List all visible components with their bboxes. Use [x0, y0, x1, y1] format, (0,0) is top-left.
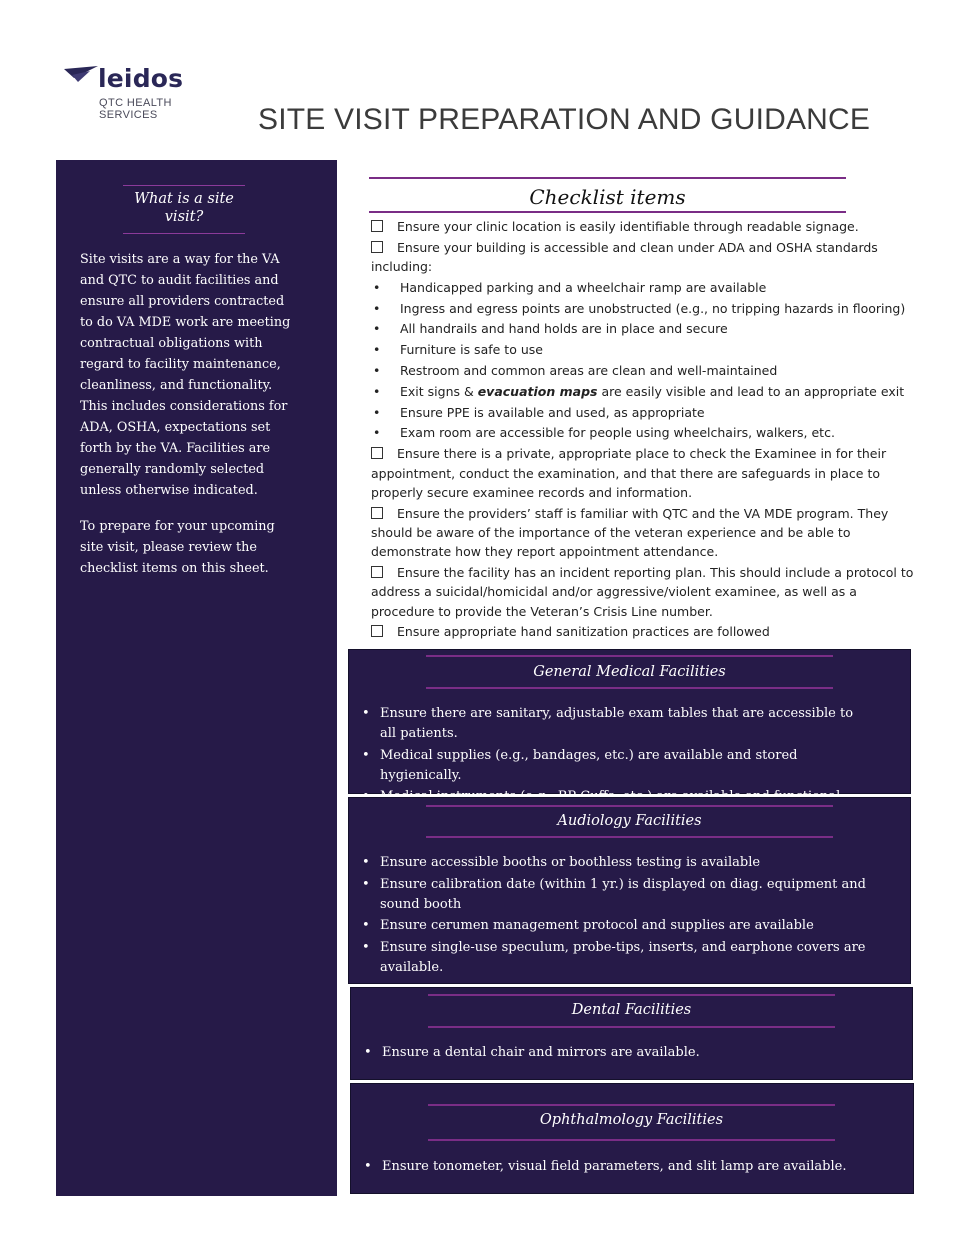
bullet-icon: •	[373, 363, 381, 379]
bullet-icon: •	[373, 321, 381, 337]
ophthalmology-list	[354, 1157, 894, 1179]
logo-subtitle-line2: SERVICES	[99, 109, 158, 121]
checklist-item: Ensure appropriate hand sanitization practices are followed	[371, 622, 916, 641]
bullet-icon: •	[364, 1045, 372, 1060]
checklist-top-rule	[369, 177, 846, 179]
bullet-icon: •	[362, 855, 370, 870]
dental-bottom-rule	[428, 1026, 835, 1028]
paper-plane-logo-icon	[64, 66, 98, 82]
bullet-item: • Restroom and common areas are clean and well-maintained	[371, 361, 916, 380]
list-item: • Ensure accessible booths or boothless testing is available	[352, 853, 902, 873]
leidos-logo	[64, 66, 214, 126]
dental-box	[350, 987, 913, 1080]
ophthalmology-box	[350, 1083, 914, 1194]
checkbox[interactable]	[371, 504, 397, 523]
general-list	[352, 704, 872, 809]
bullet-icon: •	[373, 383, 381, 399]
sidebar-bottom-rule	[123, 233, 245, 234]
list-item: • Ensure cerumen management protocol and supplies are available	[352, 916, 902, 936]
bullet-item: • Ensure PPE is available and used, as appropriate	[371, 403, 916, 422]
ophthalmology-bottom-rule	[428, 1139, 835, 1141]
bullet-item: • Exam room are accessible for people using wheelchairs, walkers, etc.	[371, 423, 916, 442]
bullet-item: • All handrails and hand holds are in place and secure	[371, 319, 916, 338]
bullet-item: • Handicapped parking and a wheelchair ramp are available	[371, 278, 916, 297]
audiology-top-rule	[426, 805, 833, 807]
general-medical-box	[348, 649, 911, 794]
general-top-rule	[426, 655, 833, 657]
bullet-icon: •	[362, 939, 370, 955]
bullet-icon: •	[373, 279, 381, 295]
checkbox[interactable]	[371, 622, 397, 641]
bullet-item: • Ingress and egress points are unobstructed (e.g., no tripping hazards in flooring)	[371, 299, 916, 318]
list-item: • Medical supplies (e.g., bandages, etc.) are available and stored hygienically.	[352, 746, 872, 786]
page-title: SITE VISIT PREPARATION AND GUIDANCE	[258, 103, 871, 136]
bullet-icon: •	[373, 300, 381, 316]
general-title: General Medical Facilities	[533, 664, 726, 680]
list-item: • Ensure tonometer, visual field parameters, and slit lamp are available.	[354, 1157, 894, 1177]
general-bottom-rule	[426, 687, 833, 689]
audiology-list	[352, 853, 902, 979]
sidebar-top-rule	[123, 185, 245, 186]
checkbox[interactable]	[371, 563, 397, 582]
logo-subtitle-line1: QTC HEALTH	[99, 97, 172, 109]
bullet-icon: •	[373, 425, 381, 441]
checklist-item: Ensure the providers’ staff is familiar with QTC and the VA MDE program. They should be aware of the importance of the veteran experience and be able to demonstrate how they report appointment attendance.	[371, 505, 889, 560]
sidebar-question: What is a site visit?	[134, 191, 234, 225]
bullet-icon: •	[362, 747, 370, 763]
bullet-item: • Exit signs & evacuation maps are easily visible and lead to an appropriate exit	[371, 382, 916, 401]
sidebar-paragraph-2: To prepare for your upcoming site visit, please review the checklist items on this sheet.	[80, 519, 275, 576]
bullet-icon: •	[373, 404, 381, 420]
checklist-bottom-rule	[369, 211, 846, 213]
checkbox[interactable]	[371, 444, 397, 463]
audiology-box	[348, 797, 911, 984]
ophthalmology-title: Ophthalmology Facilities	[539, 1112, 724, 1128]
sidebar-paragraph-1: Site visits are a way for the VA and QTC to audit facilities and ensure all providers contracted to do VA MDE work are meeting contractual obligations with regard to facility maintenance, cleanliness, and functionality. This includes considerations for ADA, OSHA, expectations set forth by the VA. Facilities are generally randomly selected unless otherwise indicated.	[80, 252, 291, 498]
checklist-item: Ensure there is a private, appropriate place to check the Examinee in for their appointment, conduct the examination, and that there are safeguards in place to properly secure examinee records and information.	[371, 446, 887, 500]
audiology-title: Audiology Facilities	[557, 813, 702, 829]
checklist	[371, 217, 916, 643]
checklist-title: Checklist items	[529, 185, 686, 209]
checkbox[interactable]	[371, 238, 397, 257]
list-item: • Ensure there are sanitary, adjustable exam tables that are accessible to all patients.	[352, 704, 872, 744]
ophthalmology-top-rule	[428, 1104, 835, 1106]
list-item: • Ensure a dental chair and mirrors are available.	[354, 1043, 874, 1063]
dental-title: Dental Facilities	[571, 1002, 692, 1018]
bullet-icon: •	[362, 876, 370, 892]
audiology-bottom-rule	[426, 836, 833, 838]
bullet-icon: •	[373, 342, 381, 358]
dental-top-rule	[428, 994, 835, 996]
bullet-icon: •	[362, 706, 370, 721]
list-item: • Ensure single-use speculum, probe-tips, inserts, and earphone covers are available.	[352, 938, 902, 978]
checklist-item: Ensure your building is accessible and clean under ADA and OSHA standards including:	[371, 239, 878, 275]
bullet-item: • Furniture is safe to use	[371, 340, 916, 359]
bullet-icon: •	[364, 1159, 372, 1174]
bullet-icon: •	[362, 918, 370, 933]
checklist-item: Ensure your clinic location is easily identifiable through readable signage.	[371, 217, 916, 236]
list-item: • Ensure calibration date (within 1 yr.) is displayed on diag. equipment and sound booth	[352, 875, 902, 915]
dental-list	[354, 1043, 874, 1065]
checkbox[interactable]	[371, 217, 397, 236]
checklist-item: Ensure the facility has an incident reporting plan. This should include a protocol to address a suicidal/homicidal and/or aggressive/violent examinee, as well as a procedure to provide the Veteran’s Crisis Line number.	[371, 565, 914, 619]
sidebar-panel	[56, 160, 337, 1196]
logo-wordmark: leidos	[98, 64, 184, 93]
logo-subtitle	[99, 97, 172, 121]
